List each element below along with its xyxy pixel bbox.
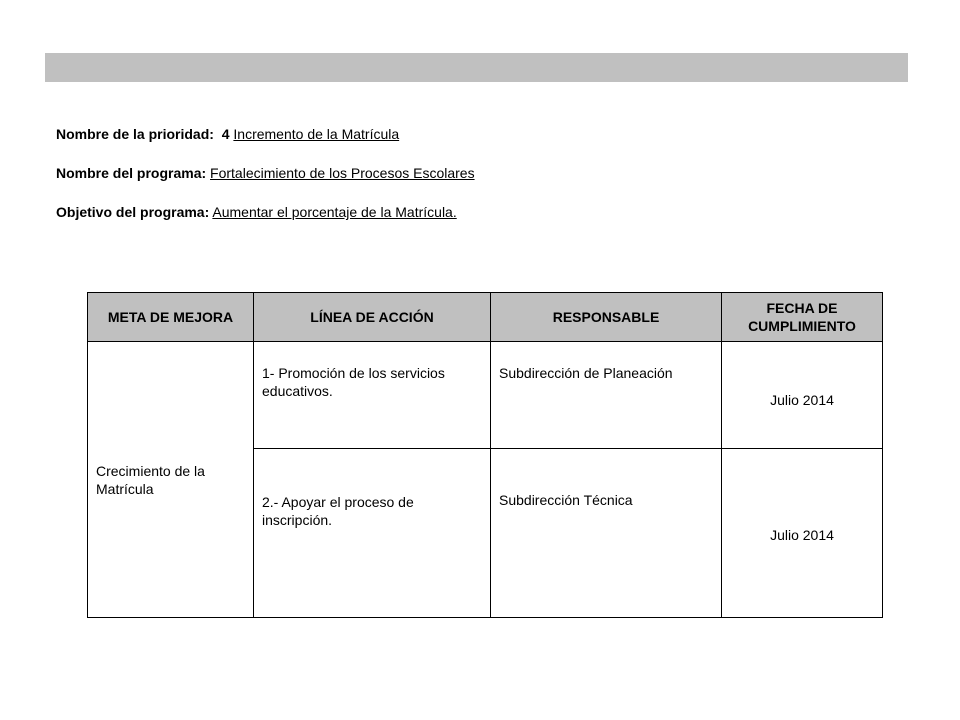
date-cell: Julio 2014 bbox=[722, 342, 883, 449]
column-header-date: FECHA DE CUMPLIMIENTO bbox=[722, 293, 883, 342]
program-value: Fortalecimiento de los Procesos Escolares bbox=[210, 165, 475, 181]
column-header-goal: META DE MEJORA bbox=[88, 293, 254, 342]
program-line bbox=[56, 164, 475, 182]
objective-line bbox=[56, 203, 457, 221]
action-cell: 1- Promoción de los servicios educativos. bbox=[254, 342, 491, 449]
objective-value: Aumentar el porcentaje de la Matrícula. bbox=[212, 204, 457, 220]
priority-label: Nombre de la prioridad: bbox=[56, 126, 214, 142]
action-cell: 2.- Apoyar el proceso de inscripción. bbox=[254, 449, 491, 618]
responsible-cell: Subdirección Técnica bbox=[491, 449, 722, 618]
table-header-row bbox=[88, 293, 883, 342]
priority-number: 4 bbox=[221, 126, 230, 142]
table-row bbox=[88, 342, 883, 449]
priority-value: Incremento de la Matrícula bbox=[233, 126, 400, 142]
action-plan-table bbox=[87, 292, 883, 618]
objective-label: Objetivo del programa: bbox=[56, 204, 210, 220]
goal-cell: Crecimiento de la Matrícula bbox=[88, 342, 254, 618]
date-cell: Julio 2014 bbox=[722, 449, 883, 618]
priority-line bbox=[56, 125, 399, 143]
responsible-cell: Subdirección de Planeación bbox=[491, 342, 722, 449]
column-header-responsible: RESPONSABLE bbox=[491, 293, 722, 342]
column-header-action: LÍNEA DE ACCIÓN bbox=[254, 293, 491, 342]
program-label: Nombre del programa: bbox=[56, 165, 207, 181]
header-bar bbox=[45, 53, 908, 82]
